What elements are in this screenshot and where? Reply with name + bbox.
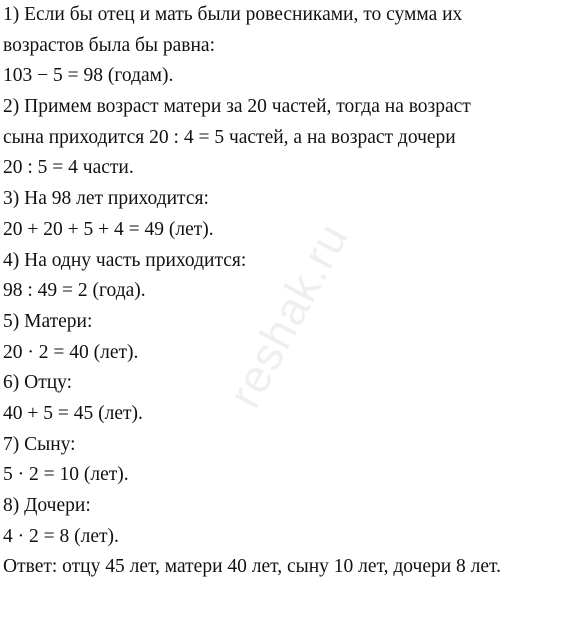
solution-line-step6: 6) Отцу: xyxy=(3,372,73,394)
solution-line-step1a: 1) Если бы отец и мать были ровесниками, то сумма их xyxy=(3,4,463,25)
solution-line-step6-calc: 40 + 5 = 45 (лет). xyxy=(3,402,143,424)
solution-line-step5: 5) Матери: xyxy=(3,310,93,332)
solution-line-step4-calc: 98 : 49 = 2 (года). xyxy=(3,280,146,302)
solution-line-step7: 7) Сыну: xyxy=(3,433,76,455)
solution-document xyxy=(3,0,573,583)
solution-answer: Ответ: отцу 45 лет, матери 40 лет, сыну 10 лет, дочери 8 лет. xyxy=(3,556,501,578)
solution-line-step1-calc: 103 − 5 = 98 (годам). xyxy=(3,65,174,87)
solution-line-step2b: сына приходится 20 : 4 = 5 частей, а на возраст дочери xyxy=(3,126,456,148)
solution-line-step5-calc: 20 · 2 = 40 (лет). xyxy=(3,341,139,363)
watermark-text: reshak.ru xyxy=(217,214,358,416)
solution-line-step3: 3) На 98 лет приходится: xyxy=(3,188,209,210)
solution-line-step8-calc: 4 · 2 = 8 (лет). xyxy=(3,525,119,547)
solution-line-step4: 4) На одну часть приходится: xyxy=(3,249,247,271)
solution-line-step7-calc: 5 · 2 = 10 (лет). xyxy=(3,464,129,486)
solution-line-step8: 8) Дочери: xyxy=(3,495,91,516)
solution-line-step2-calc: 20 : 5 = 4 части. xyxy=(3,157,134,179)
solution-line-step3-calc: 20 + 20 + 5 + 4 = 49 (лет). xyxy=(3,218,214,240)
solution-line-step2a: 2) Примем возраст матери за 20 частей, тогда на возраст xyxy=(3,96,471,118)
solution-line-step1b: возрастов была бы равна: xyxy=(3,34,215,56)
